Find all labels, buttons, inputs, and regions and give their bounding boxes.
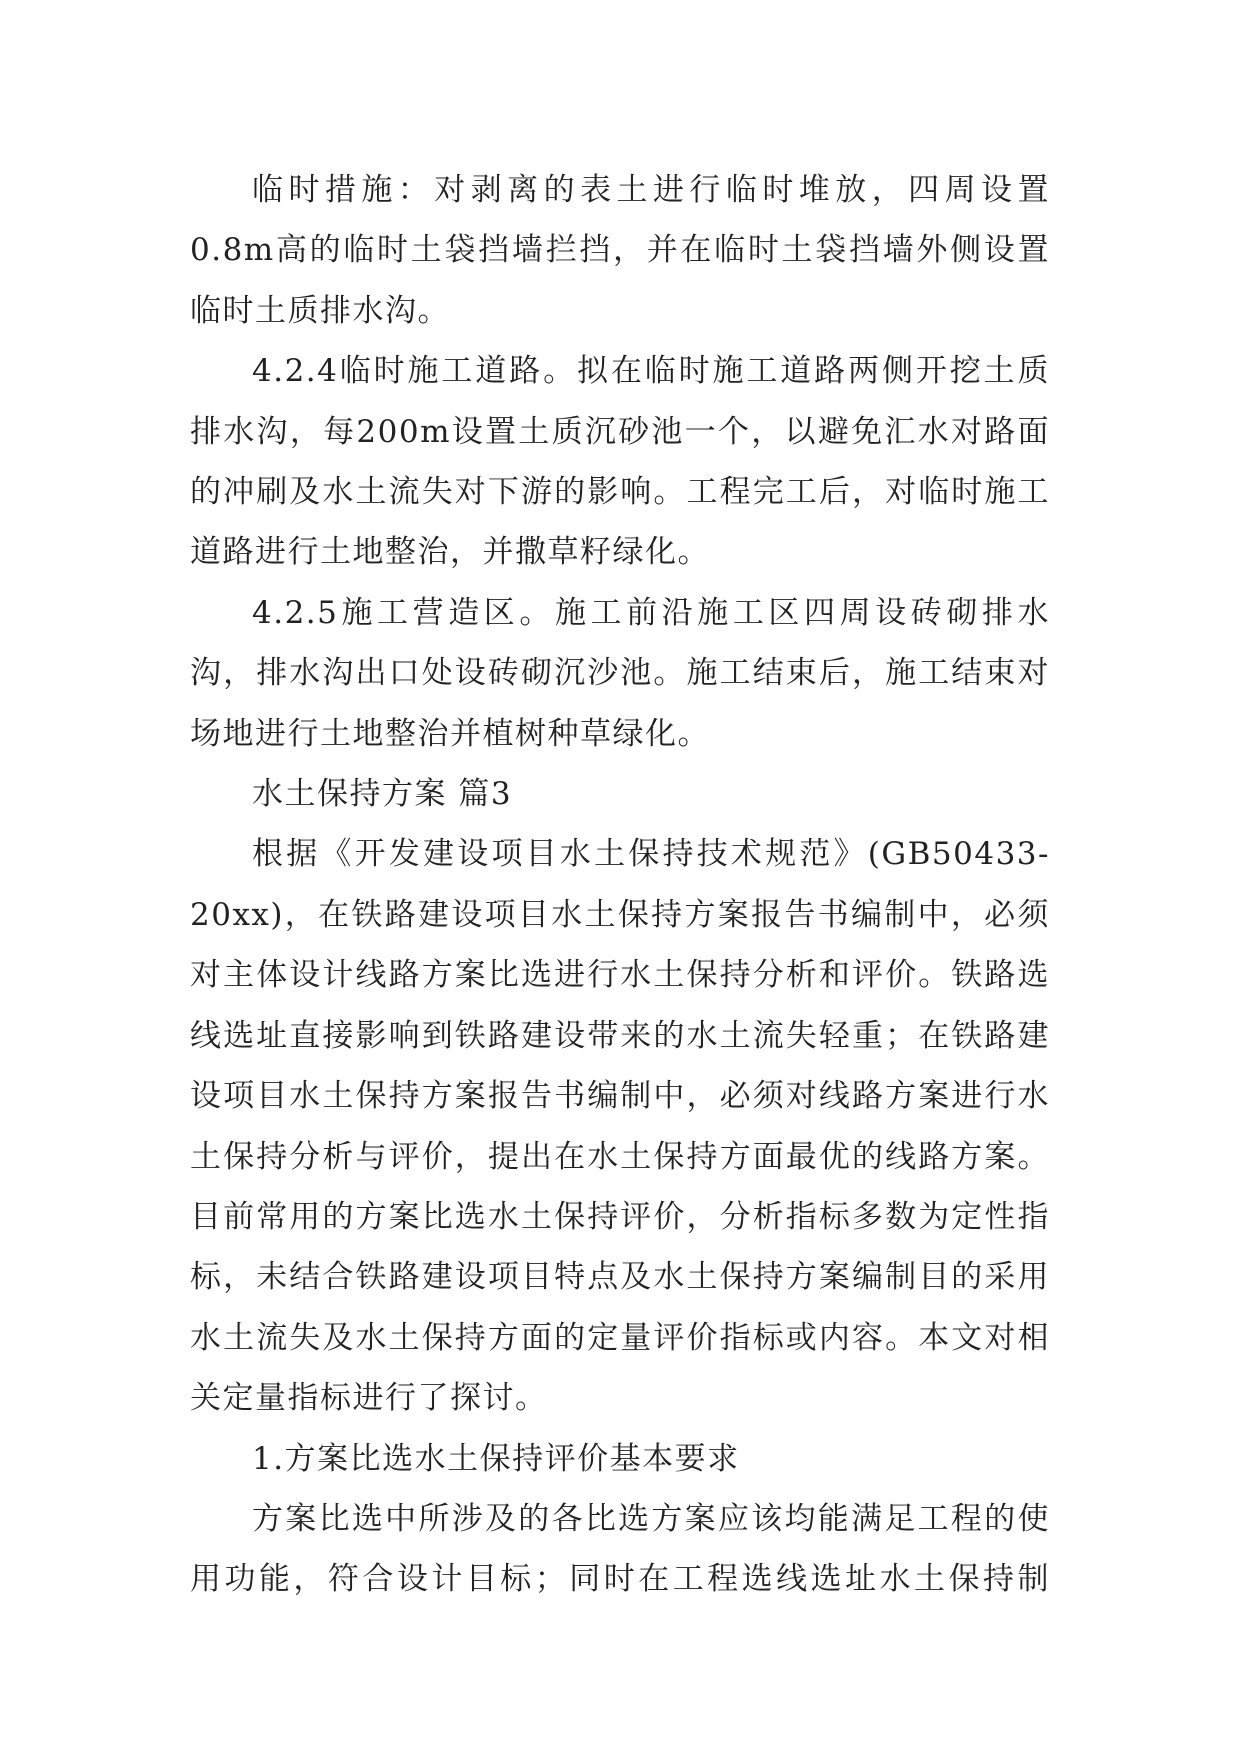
paragraph-temporary-road: 4.2.4临时施工道路。拟在临时施工道路两侧开挖土质排水沟，每200m设置土质沉砂池一个，以避免汇水对路面的冲刷及水土流失对下游的影响。工程完工后，对临时施工道路进行土地整治，并撒草籽绿化。 (190, 353, 1050, 571)
subsection-heading: 1.方案比选水土保持评价基本要求 (252, 1440, 740, 1477)
paragraph-intro: 根据《开发建设项目水土保持技术规范》(GB50433-20xx)，在铁路建设项目水土保持方案报告书编制中，必须对主体设计线路方案比选进行水土保持分析和评价。铁路选线选址直接影响到铁路建设带来的水土流失轻重；在铁路建设项目水土保持方案报告书编制中，必须对线路方案进行水土保持分析与评价，提出在水土保持方面最优的线路方案。目前常用的方案比选水土保持评价，分析指标多数为定性指标，未结合铁路建设项目特点及水土保持方案编制目的采用水土流失及水土保持方面的定量评价指标或内容。本文对相关定量指标进行了探讨。 (190, 836, 1050, 1417)
section-title: 水土保持方案 篇3 (252, 776, 513, 813)
paragraph-requirements: 方案比选中所涉及的各比选方案应该均能满足工程的使用功能，符合设计目标；同时在工程选线选址水土保持制 (190, 1500, 1050, 1598)
paragraph-construction-camp: 4.2.5施工营造区。施工前沿施工区四周设砖砌排水沟，排水沟出口处设砖砌沉沙池。施工结束后，施工结束对场地进行土地整治并植树种草绿化。 (190, 594, 1050, 752)
document-body (190, 160, 1050, 1610)
paragraph-temporary-measures: 临时措施：对剥离的表土进行临时堆放，四周设置0.8m高的临时土袋挡墙拦挡，并在临时土袋挡墙外侧设置临时土质排水沟。 (190, 172, 1050, 329)
